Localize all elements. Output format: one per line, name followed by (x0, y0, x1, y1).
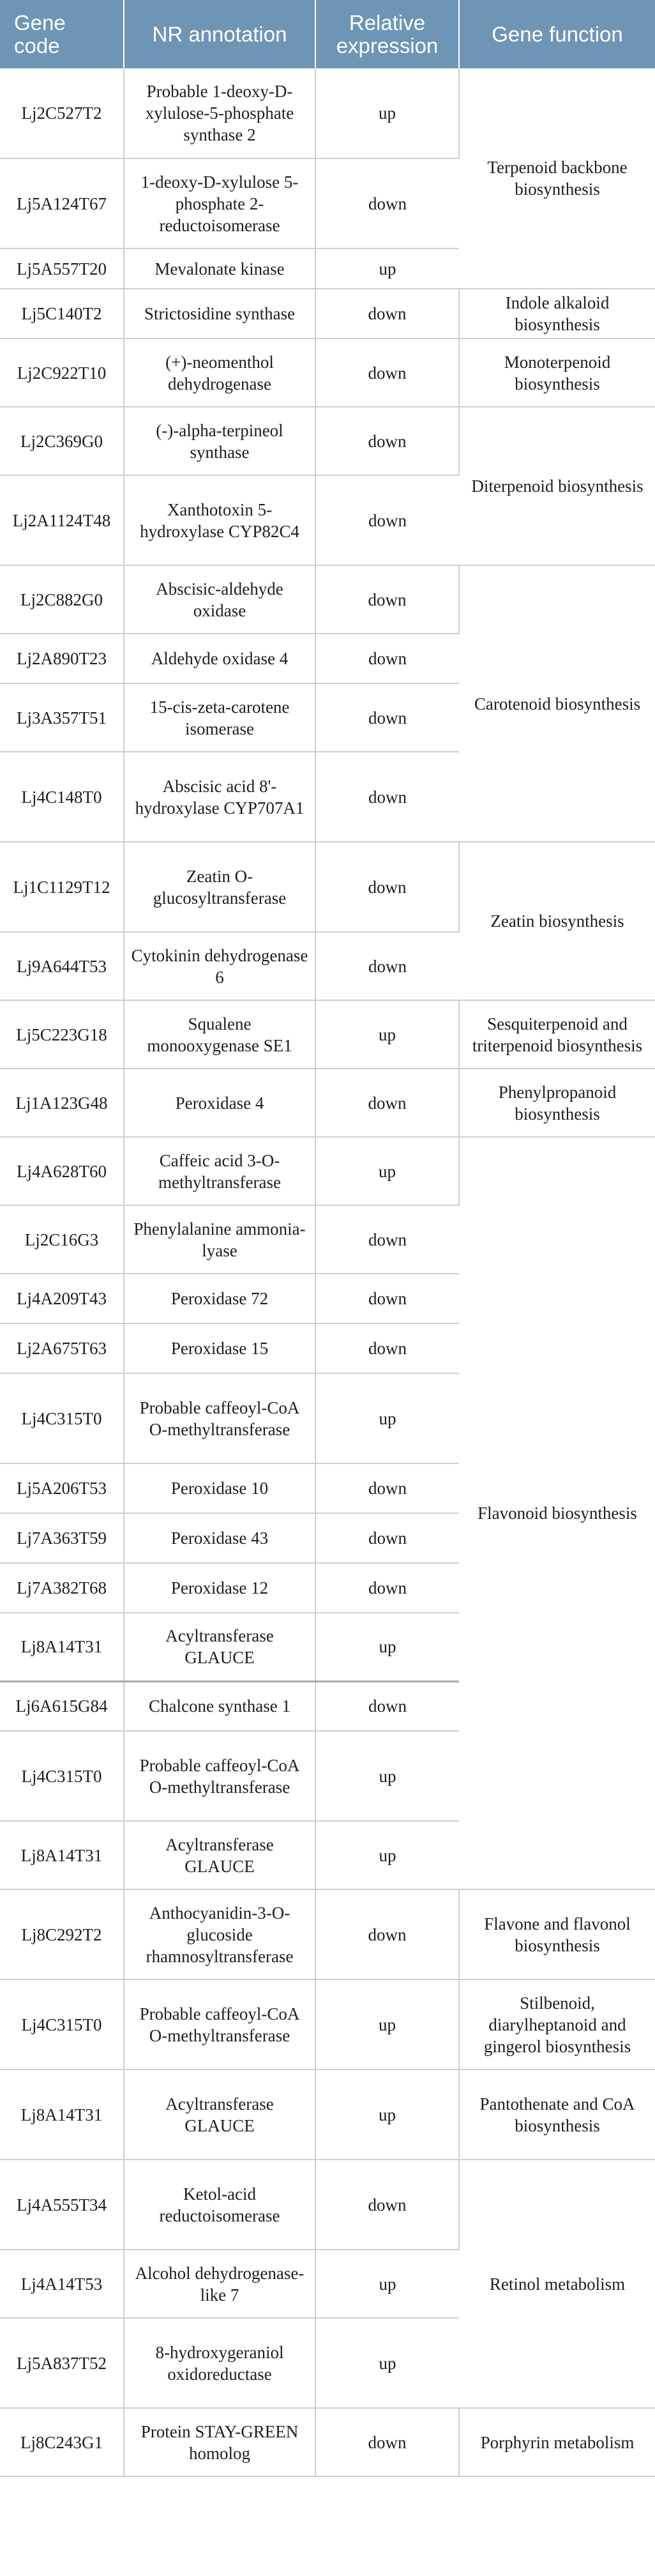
gene-code-cell: Lj8C292T2 (0, 1889, 124, 1979)
relative-expression-cell: up (315, 68, 459, 158)
gene-code-cell: Lj8A14T31 (0, 2069, 124, 2160)
table-row (0, 565, 655, 634)
gene-function-cell: Pantothenate and CoA biosynthesis (459, 2069, 655, 2160)
table-row (0, 68, 655, 158)
nr-annotation-cell: Acyltransferase GLAUCE (124, 1613, 315, 1681)
gene-code-cell: Lj5A206T53 (0, 1463, 124, 1513)
nr-annotation-cell: Chalcone synthase 1 (124, 1681, 315, 1731)
gene-function-cell: Stilbenoid, diarylheptanoid and gingerol biosynthesis (459, 1979, 655, 2069)
gene-function-cell: Porphyrin metabolism (459, 2408, 655, 2476)
relative-expression-cell: down (315, 289, 459, 339)
table-row (0, 1137, 655, 1205)
gene-code-cell: Lj2C882G0 (0, 565, 124, 634)
table-row (0, 2069, 655, 2160)
nr-annotation-cell: Squalene monooxygenase SE1 (124, 1000, 315, 1069)
nr-annotation-cell: Peroxidase 4 (124, 1069, 315, 1137)
relative-expression-cell: down (315, 1274, 459, 1323)
relative-expression-cell: down (315, 1069, 459, 1137)
relative-expression-cell: up (315, 1000, 459, 1069)
gene-code-cell: Lj5C140T2 (0, 289, 124, 339)
nr-annotation-cell: Peroxidase 10 (124, 1463, 315, 1513)
gene-function-cell: Zeatin biosynthesis (459, 842, 655, 1000)
nr-annotation-cell: Aldehyde oxidase 4 (124, 634, 315, 683)
gene-code-cell: Lj5C223G18 (0, 1000, 124, 1069)
relative-expression-cell: up (315, 1979, 459, 2069)
relative-expression-cell: down (315, 339, 459, 407)
nr-annotation-cell: Acyltransferase GLAUCE (124, 2069, 315, 2160)
table-header (0, 0, 655, 68)
nr-annotation-cell: Peroxidase 43 (124, 1513, 315, 1563)
relative-expression-cell: down (315, 1205, 459, 1274)
relative-expression-cell: up (315, 1613, 459, 1681)
relative-expression-cell: up (315, 1821, 459, 1889)
gene-function-cell: Sesquiterpenoid and triterpenoid biosynthesis (459, 1000, 655, 1069)
relative-expression-cell: down (315, 475, 459, 565)
relative-expression-cell: up (315, 1731, 459, 1821)
gene-code-cell: Lj7A382T68 (0, 1563, 124, 1613)
relative-expression-cell: up (315, 2318, 459, 2408)
relative-expression-cell: down (315, 842, 459, 932)
nr-annotation-cell: Peroxidase 72 (124, 1274, 315, 1323)
gene-code-cell: Lj4A209T43 (0, 1274, 124, 1323)
relative-expression-cell: up (315, 2069, 459, 2160)
nr-annotation-cell: 15-cis-zeta-carotene isomerase (124, 683, 315, 752)
relative-expression-cell: up (315, 2250, 459, 2318)
nr-annotation-cell: Probable caffeoyl-CoA O-methyltransferase (124, 1979, 315, 2069)
table-row (0, 2160, 655, 2250)
table-row (0, 1889, 655, 1979)
gene-code-cell: Lj2A890T23 (0, 634, 124, 683)
relative-expression-cell: up (315, 1137, 459, 1205)
nr-annotation-cell: Protein STAY-GREEN homolog (124, 2408, 315, 2476)
gene-code-cell: Lj6A615G84 (0, 1681, 124, 1731)
gene-code-cell: Lj4C148T0 (0, 752, 124, 842)
gene-code-cell: Lj3A357T51 (0, 683, 124, 752)
gene-code-cell: Lj5A557T20 (0, 248, 124, 289)
nr-annotation-cell: Abscisic-aldehyde oxidase (124, 565, 315, 634)
gene-code-cell: Lj9A644T53 (0, 932, 124, 1000)
gene-function-cell: Monoterpenoid biosynthesis (459, 339, 655, 407)
gene-code-cell: Lj1A123G48 (0, 1069, 124, 1137)
relative-expression-cell: down (315, 1513, 459, 1563)
gene-code-cell: Lj8C243G1 (0, 2408, 124, 2476)
nr-annotation-cell: Xanthotoxin 5-hydroxylase CYP82C4 (124, 475, 315, 565)
gene-code-cell: Lj4C315T0 (0, 1979, 124, 2069)
table-row (0, 407, 655, 475)
relative-expression-cell: up (315, 1373, 459, 1463)
gene-code-cell: Lj4C315T0 (0, 1731, 124, 1821)
gene-code-cell: Lj2C369G0 (0, 407, 124, 475)
relative-expression-cell: down (315, 932, 459, 1000)
nr-annotation-cell: Probable 1-deoxy-D-xylulose-5-phosphate synthase 2 (124, 68, 315, 158)
nr-annotation-cell: Anthocyanidin-3-O-glucoside rhamnosyltransferase (124, 1889, 315, 1979)
gene-function-cell: Carotenoid biosynthesis (459, 565, 655, 842)
relative-expression-cell: down (315, 2408, 459, 2476)
gene-function-cell: Flavonoid biosynthesis (459, 1137, 655, 1889)
relative-expression-cell: down (315, 407, 459, 475)
table-row (0, 842, 655, 932)
relative-expression-cell: down (315, 752, 459, 842)
gene-code-cell: Lj4C315T0 (0, 1373, 124, 1463)
gene-code-cell: Lj8A14T31 (0, 1613, 124, 1681)
header-gene-function: Gene function (459, 0, 655, 68)
gene-code-cell: Lj8A14T31 (0, 1821, 124, 1889)
gene-code-cell: Lj2C527T2 (0, 68, 124, 158)
gene-code-cell: Lj1C1129T12 (0, 842, 124, 932)
relative-expression-cell: down (315, 1463, 459, 1513)
gene-code-cell: Lj7A363T59 (0, 1513, 124, 1563)
nr-annotation-cell: Cytokinin dehydrogenase 6 (124, 932, 315, 1000)
header-nr-annotation: NR annotation (124, 0, 315, 68)
relative-expression-cell: down (315, 683, 459, 752)
nr-annotation-cell: Mevalonate kinase (124, 248, 315, 289)
gene-code-cell: Lj2C16G3 (0, 1205, 124, 1274)
table-row (0, 1069, 655, 1137)
nr-annotation-cell: Zeatin O-glucosyltransferase (124, 842, 315, 932)
gene-function-cell: Phenylpropanoid biosynthesis (459, 1069, 655, 1137)
gene-code-cell: Lj2A675T63 (0, 1323, 124, 1373)
gene-code-cell: Lj5A837T52 (0, 2318, 124, 2408)
nr-annotation-cell: Phenylalanine ammonia-lyase (124, 1205, 315, 1274)
nr-annotation-cell: Probable caffeoyl-CoA O-methyltransferase (124, 1731, 315, 1821)
table-row (0, 339, 655, 407)
relative-expression-cell: up (315, 248, 459, 289)
nr-annotation-cell: Probable caffeoyl-CoA O-methyltransferase (124, 1373, 315, 1463)
table-body (0, 68, 655, 2476)
nr-annotation-cell: (+)-neomenthol dehydrogenase (124, 339, 315, 407)
nr-annotation-cell: Peroxidase 12 (124, 1563, 315, 1613)
relative-expression-cell: down (315, 1889, 459, 1979)
nr-annotation-cell: Ketol-acid reductoisomerase (124, 2160, 315, 2250)
gene-function-cell: Flavone and flavonol biosynthesis (459, 1889, 655, 1979)
table-row (0, 2408, 655, 2476)
relative-expression-cell: down (315, 1563, 459, 1613)
relative-expression-cell: down (315, 634, 459, 683)
relative-expression-cell: down (315, 1323, 459, 1373)
nr-annotation-cell: 8-hydroxygeraniol oxidoreductase (124, 2318, 315, 2408)
table-row (0, 1979, 655, 2069)
table-row (0, 1000, 655, 1069)
gene-code-cell: Lj4A555T34 (0, 2160, 124, 2250)
gene-function-cell: Terpenoid backbone biosynthesis (459, 68, 655, 289)
header-relative-expression: Relative expression (315, 0, 459, 68)
relative-expression-cell: down (315, 2160, 459, 2250)
gene-function-cell: Retinol metabolism (459, 2160, 655, 2408)
nr-annotation-cell: 1-deoxy-D-xylulose 5-phosphate 2-reductoisomerase (124, 158, 315, 248)
gene-code-cell: Lj4A14T53 (0, 2250, 124, 2318)
gene-code-cell: Lj4A628T60 (0, 1137, 124, 1205)
nr-annotation-cell: (-)-alpha-terpineol synthase (124, 407, 315, 475)
nr-annotation-cell: Strictosidine synthase (124, 289, 315, 339)
table-row (0, 289, 655, 339)
nr-annotation-cell: Acyltransferase GLAUCE (124, 1821, 315, 1889)
header-row (0, 0, 655, 68)
nr-annotation-cell: Alcohol dehydrogenase-like 7 (124, 2250, 315, 2318)
relative-expression-cell: down (315, 1681, 459, 1731)
gene-code-cell: Lj2C922T10 (0, 339, 124, 407)
nr-annotation-cell: Peroxidase 15 (124, 1323, 315, 1373)
header-gene-code: Gene code (0, 0, 124, 68)
relative-expression-cell: down (315, 158, 459, 248)
gene-code-cell: Lj2A1124T48 (0, 475, 124, 565)
nr-annotation-cell: Caffeic acid 3-O-methyltransferase (124, 1137, 315, 1205)
gene-function-cell: Indole alkaloid biosynthesis (459, 289, 655, 339)
gene-function-cell: Diterpenoid biosynthesis (459, 407, 655, 565)
gene-code-cell: Lj5A124T67 (0, 158, 124, 248)
relative-expression-cell: down (315, 565, 459, 634)
nr-annotation-cell: Abscisic acid 8'-hydroxylase CYP707A1 (124, 752, 315, 842)
